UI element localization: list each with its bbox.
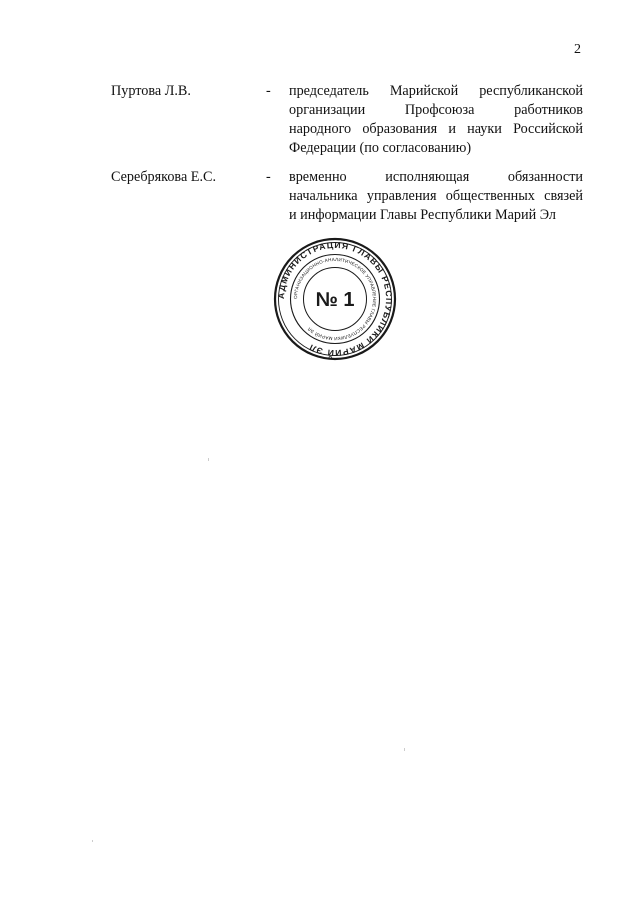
position-line: народного образования и науки Российской: [289, 121, 583, 137]
official-stamp: [273, 237, 397, 361]
position-line: начальника управления общественных связей: [289, 188, 583, 204]
separator-dash: -: [266, 169, 271, 185]
stamp-center-number: № 1: [315, 289, 355, 311]
scan-speck: [92, 840, 93, 842]
position-line: Федерации (по согласованию): [289, 140, 472, 156]
stamp-seal-icon: [273, 237, 397, 361]
position-line: временно исполняющая обязанности: [289, 169, 583, 185]
separator-dash: -: [266, 83, 271, 99]
position-line: организации Профсоюза работников: [289, 102, 583, 118]
member-position: [289, 168, 583, 225]
scan-speck: [404, 748, 405, 751]
stamp-outer-text: АДМИНИСТРАЦИЯ ГЛАВЫ РЕСПУБЛИКИ МАРИЙ ЭЛ: [275, 239, 395, 359]
member-name: Пуртова Л.В.: [111, 83, 191, 99]
page-number: 2: [574, 42, 581, 57]
member-position: [289, 82, 583, 158]
scan-speck: [208, 458, 209, 461]
stamp-inner-text: ОРГАНИЗАЦИОННО-АНАЛИТИЧЕСКОЕ УПРАВЛЕНИЕ ГЛАВЫ РЕСПУБЛИКИ МАРИЙ ЭЛ: [292, 256, 378, 342]
member-name: Серебрякова Е.С.: [111, 169, 217, 185]
position-line: председатель Марийской республиканской: [289, 83, 583, 99]
position-line: и информации Главы Республики Марий Эл: [289, 207, 556, 223]
